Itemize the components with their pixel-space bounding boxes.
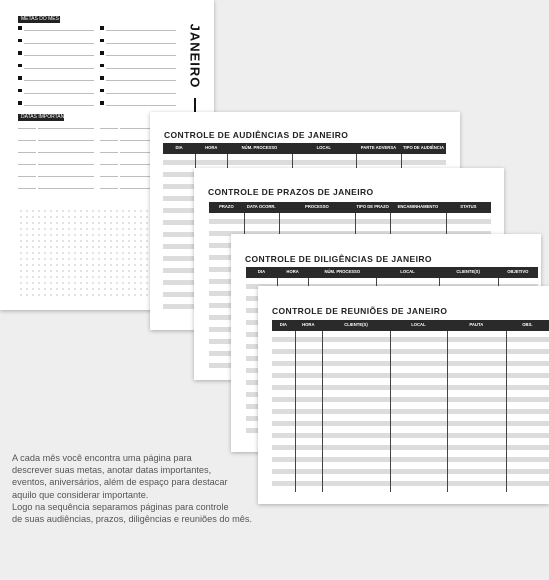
goal-line[interactable] (106, 105, 176, 106)
table-row[interactable] (272, 421, 549, 426)
goal-bullet (18, 76, 22, 80)
goal-line[interactable] (106, 30, 176, 31)
caption-line: A cada mês você encontra uma página para (12, 453, 192, 463)
column-header: PAUTA (469, 322, 484, 328)
goal-line[interactable] (24, 55, 94, 56)
goal-bullet (100, 76, 104, 80)
column-header: CLIENTE(S) (456, 269, 480, 275)
date-line[interactable] (38, 164, 94, 165)
column-header: NÚM. PROCESSO (241, 145, 278, 151)
column-header: HORA (302, 322, 315, 328)
column-header: HORA (286, 269, 299, 275)
table-row[interactable] (272, 409, 549, 414)
date-line[interactable] (38, 128, 94, 129)
column-header: DATA OCORR. (246, 204, 276, 210)
table-row[interactable] (163, 160, 446, 165)
sheet-title: CONTROLE DE PRAZOS DE JANEIRO (208, 187, 374, 197)
goal-bullet (100, 64, 104, 68)
goal-line[interactable] (24, 30, 94, 31)
date-line[interactable] (100, 152, 118, 153)
goal-bullet (18, 89, 22, 93)
column-header: DIA (257, 269, 266, 275)
goal-bullet (18, 51, 22, 55)
table-row[interactable] (272, 397, 549, 402)
table-header (246, 267, 538, 278)
date-line[interactable] (18, 128, 36, 129)
date-line[interactable] (38, 152, 94, 153)
column-header: LOCAL (316, 145, 331, 151)
date-line[interactable] (18, 188, 36, 189)
column-header: HORA (205, 145, 218, 151)
goal-line[interactable] (106, 43, 176, 44)
goal-line[interactable] (24, 68, 94, 69)
table-header (209, 202, 491, 213)
caption-line: de suas audiências, prazos, diligências e reuniões do mês. (12, 514, 253, 525)
date-line[interactable] (100, 128, 118, 129)
column-header: PRAZO (219, 204, 234, 210)
column-header: PROCESSO (305, 204, 329, 210)
caption-line: aquilo que considerar importante. (12, 489, 149, 500)
sheet-title: CONTROLE DE REUNIÕES DE JANEIRO (272, 306, 448, 316)
date-line[interactable] (18, 140, 36, 141)
caption-line: Logo na sequência separamos páginas para controle (12, 501, 229, 512)
table-row[interactable] (272, 385, 549, 390)
goal-bullet (18, 39, 22, 43)
sheet-title: CONTROLE DE AUDIÊNCIAS DE JANEIRO (164, 130, 349, 140)
table-row[interactable] (272, 445, 549, 450)
month-title: JANEIRO (187, 23, 203, 89)
goal-line[interactable] (106, 55, 176, 56)
column-header: PARTE ADVERSA (360, 145, 397, 151)
column-header: LOCAL (411, 322, 426, 328)
dates-label: DATAS IMPORTANTES (21, 114, 74, 120)
goal-line[interactable] (106, 80, 176, 81)
goals-header (18, 16, 60, 23)
column-divider (447, 331, 448, 492)
date-line[interactable] (38, 140, 94, 141)
table-row[interactable] (209, 219, 491, 224)
column-divider (322, 331, 323, 492)
column-header: LOCAL (400, 269, 415, 275)
goal-bullet (18, 101, 22, 105)
column-header: TIPO DE PRAZO (356, 204, 389, 210)
table-row[interactable] (272, 361, 549, 366)
table-body (272, 331, 549, 492)
date-line[interactable] (100, 164, 118, 165)
goals-label: METAS DO MÊS (21, 16, 59, 22)
column-header: NÚM. PROCESSO (324, 269, 361, 275)
date-line[interactable] (38, 188, 94, 189)
goal-bullet (100, 101, 104, 105)
table-row[interactable] (272, 373, 549, 378)
goal-line[interactable] (24, 105, 94, 106)
column-divider (506, 331, 507, 492)
column-header: OBS. (522, 322, 533, 328)
table-row[interactable] (272, 457, 549, 462)
description-caption (12, 452, 297, 525)
table-row[interactable] (272, 349, 549, 354)
goal-line[interactable] (106, 68, 176, 69)
goal-line[interactable] (24, 93, 94, 94)
column-header: DIA (279, 322, 287, 328)
caption-line: eventos, aniversários, além de espaço para destacar (12, 477, 228, 488)
goal-bullet (100, 51, 104, 55)
column-header: CLIENTE(S) (344, 322, 368, 328)
goal-line[interactable] (106, 93, 176, 94)
date-line[interactable] (38, 176, 94, 177)
dates-header (18, 114, 74, 121)
column-header: DIA (175, 145, 183, 151)
column-header: TIPO DE AUDIÊNCIA (402, 145, 444, 151)
table-row[interactable] (272, 469, 549, 474)
date-line[interactable] (18, 152, 36, 153)
date-line[interactable] (100, 140, 118, 141)
goal-line[interactable] (24, 80, 94, 81)
goal-bullet (100, 39, 104, 43)
date-line[interactable] (18, 164, 36, 165)
date-line[interactable] (100, 176, 118, 177)
column-header: OBJETIVO (507, 269, 529, 275)
goal-bullet (100, 89, 104, 93)
caption-line: descrever suas metas, anotar datas importantes, (12, 465, 212, 476)
goal-bullet (18, 64, 22, 68)
goal-line[interactable] (24, 43, 94, 44)
month-title-box (185, 16, 205, 96)
table-row[interactable] (272, 433, 549, 438)
date-line[interactable] (100, 188, 118, 189)
meetings-control-sheet (258, 286, 549, 504)
sheet-title: CONTROLE DE DILIGÊNCIAS DE JANEIRO (245, 254, 432, 264)
table-row[interactable] (272, 337, 549, 342)
column-header: STATUS (460, 204, 477, 210)
goal-bullet (18, 26, 22, 30)
column-header: ENCAMINHAMENTO (397, 204, 439, 210)
table-header (272, 320, 549, 331)
table-header (163, 143, 446, 154)
table-row[interactable] (272, 481, 549, 486)
goal-bullet (100, 26, 104, 30)
date-line[interactable] (18, 176, 36, 177)
column-divider (390, 331, 391, 492)
